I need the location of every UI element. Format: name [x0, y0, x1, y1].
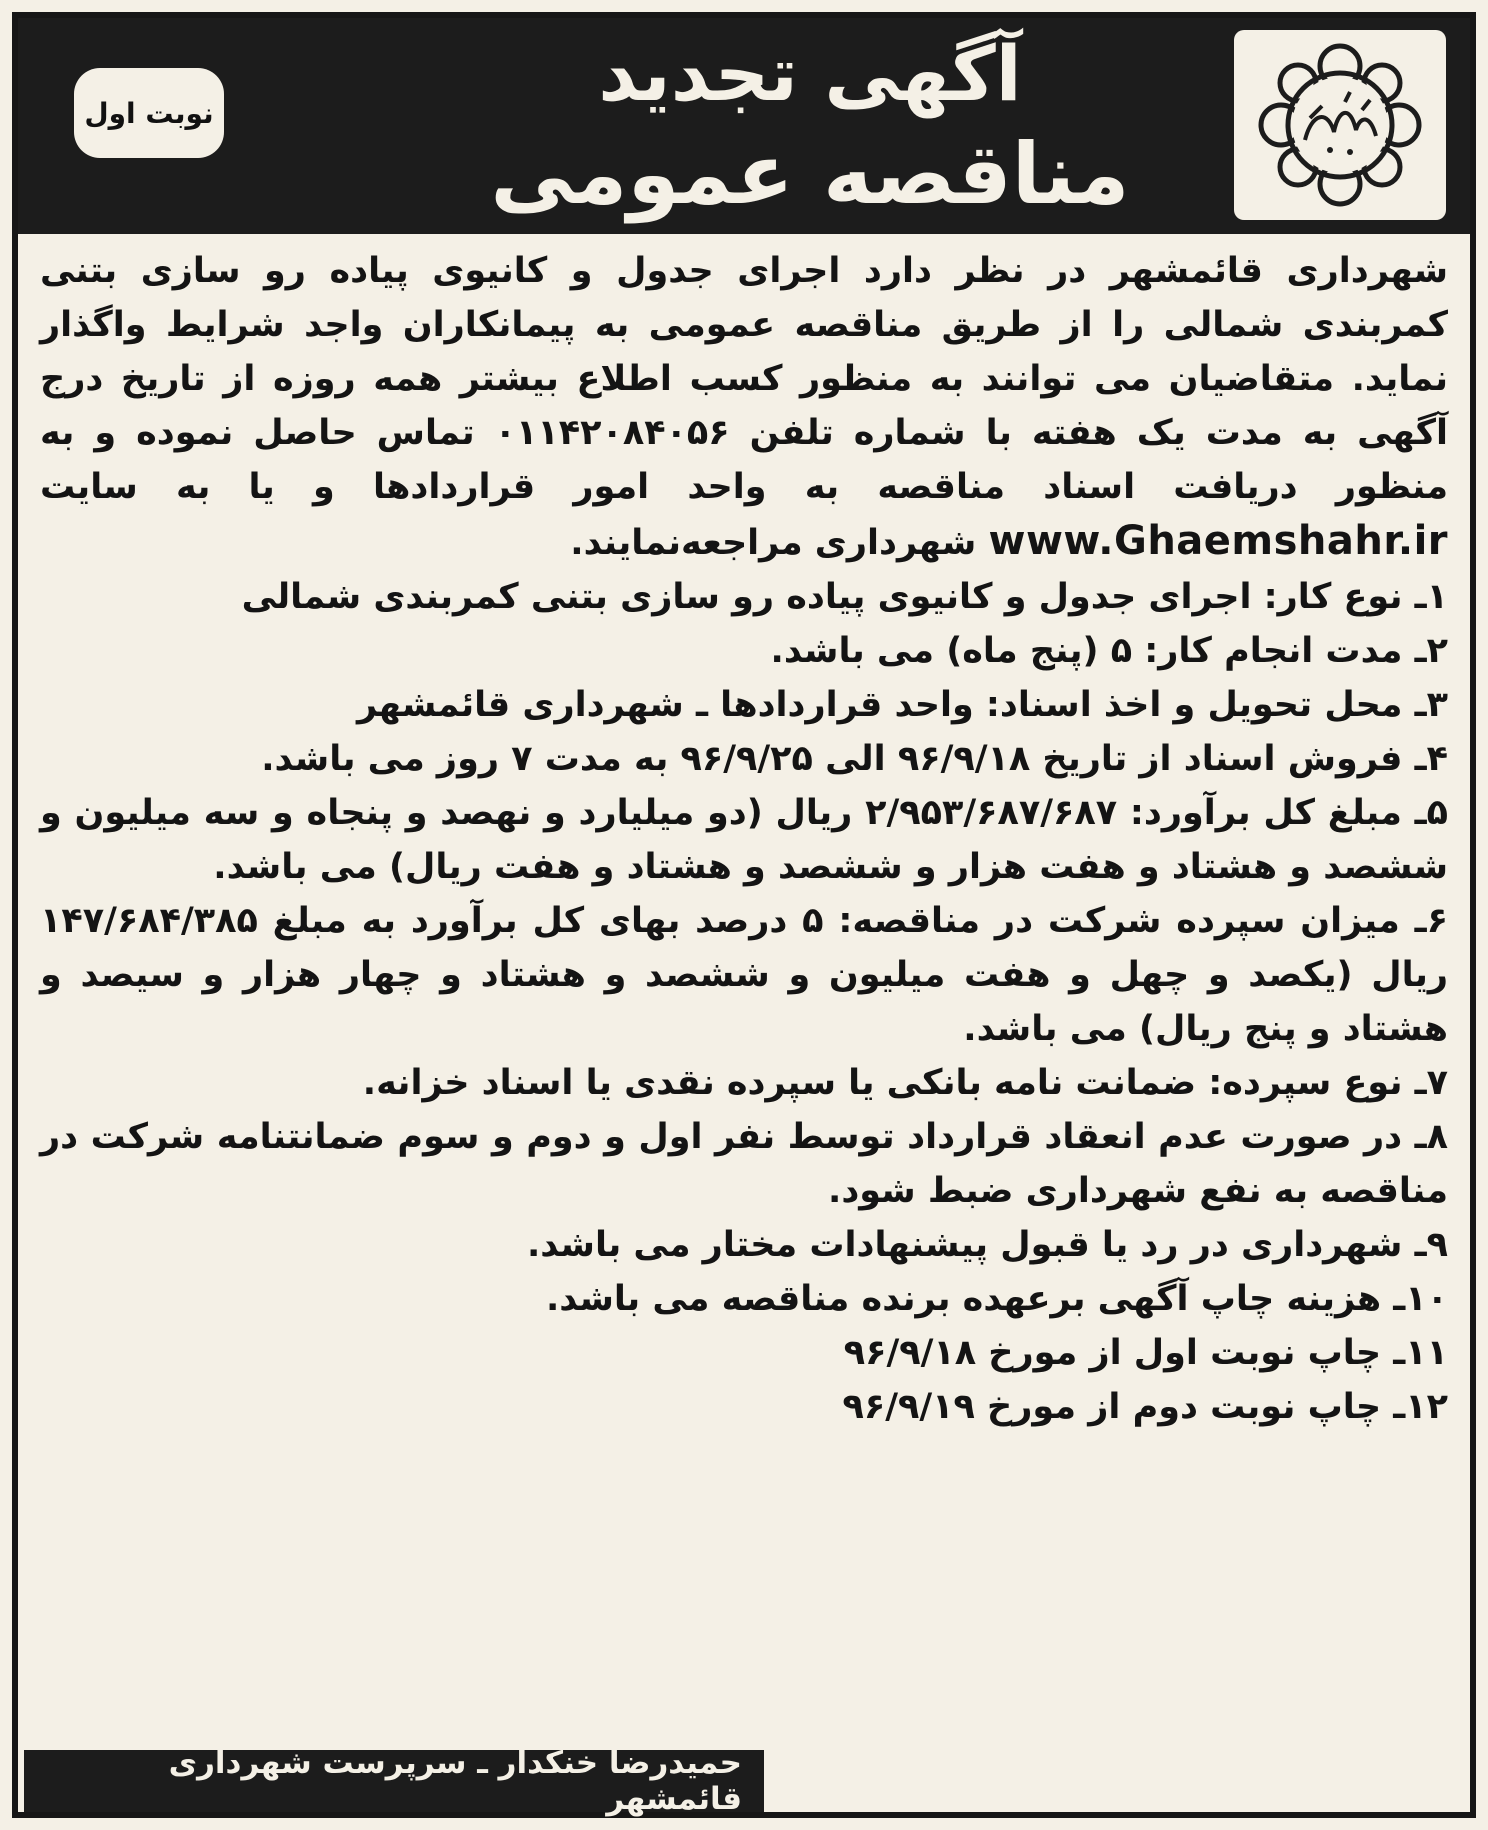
- list-item: ۱۰ـ هزینه چاپ آگهی برعهده برنده مناقصه می باشد.: [545, 1279, 1448, 1319]
- title-line-1: آگهی تجدید: [598, 29, 1022, 118]
- list-item: ۲ـ مدت انجام کار: ۵ (پنج ماه) می باشد.: [770, 631, 1448, 671]
- notice-body: [40, 244, 1448, 1434]
- list-item: ۱۲ـ چاپ نوبت دوم از مورخ ۹۶/۹/۱۹: [842, 1387, 1448, 1427]
- intro-text-part-2: شهرداری مراجعه‌نمایند.: [570, 523, 977, 563]
- website-link[interactable]: www.Ghaemshahr.ir: [988, 518, 1448, 564]
- list-item: ۴ـ فروش اسناد از تاریخ ۹۶/۹/۱۸ الی ۹۶/۹/۲۵ به مدت ۷ روز می باشد.: [261, 739, 1448, 779]
- notice-header: [18, 18, 1470, 234]
- signature-text: حمیدرضا خنکدار ـ سرپرست شهرداری قائمشهر: [168, 1745, 742, 1817]
- title-line-2: مناقصه عمومی: [490, 125, 1130, 223]
- ghaemshahr-municipality-seal-icon: [1250, 40, 1430, 210]
- intro-text-part-1: شهرداری قائمشهر در نظر دارد اجرای جدول و کانیوی پیاده رو سازی بتنی کمربندی شمالی را از طریق مناقصه عمومی به پیمانکاران واجد شرایط واگذار نماید. متقاضیان می توانند به منظور کسب اطلاع بیشتر همه روزه از تاریخ درج آگهی به مدت یک هفته با شماره تلفن ۰۱۱۴۲۰۸۴۰۵۶ تماس حاصل نموده و به منظور دریافت اسناد مناقصه به واحد امور قراردادها و یا به سایت: [40, 251, 1448, 507]
- list-item: ۱۱ـ چاپ نوبت اول از مورخ ۹۶/۹/۱۸: [843, 1333, 1448, 1373]
- municipality-logo: [1234, 30, 1446, 220]
- list-item: ۳ـ محل تحویل و اخذ اسناد: واحد قراردادها ـ شهرداری قائمشهر: [357, 685, 1448, 725]
- intro-paragraph: [40, 244, 1448, 570]
- list-item: ۹ـ شهرداری در رد یا قبول پیشنهادات مختار می باشد.: [527, 1225, 1448, 1265]
- publication-round-badge: نوبت اول: [74, 68, 224, 158]
- signature-bar: [24, 1745, 764, 1817]
- list-item: ۶ـ میزان سپرده شرکت در مناقصه: ۵ درصد بهای کل برآورد به مبلغ ۱۴۷/۶۸۴/۳۸۵ ریال (یکصد و چهل و هفت میلیون و ششصد و هشتاد و چهار هزار و سیصد و هشتاد و پنج ریال) می باشد.: [40, 901, 1448, 1049]
- list-item: ۱ـ نوع کار: اجرای جدول و کانیوی پیاده رو سازی بتنی کمربندی شمالی: [241, 577, 1448, 617]
- notice-title: [450, 24, 1170, 224]
- list-item: ۸ـ در صورت عدم انعقاد قرارداد توسط نفر اول و دوم و سوم ضمانتنامه شرکت در مناقصه به نفع شهرداری ضبط شود.: [40, 1117, 1448, 1211]
- list-item: ۵ـ مبلغ کل برآورد: ۲/۹۵۳/۶۸۷/۶۸۷ ریال (دو میلیارد و نهصد و پنجاه و سه میلیون و ششصد و هشتاد و هفت هزار و ششصد و هشتاد و هفت ریال) می باشد.: [40, 793, 1448, 887]
- list-item: ۷ـ نوع سپرده: ضمانت نامه بانکی یا سپرده نقدی یا اسناد خزانه.: [362, 1063, 1448, 1103]
